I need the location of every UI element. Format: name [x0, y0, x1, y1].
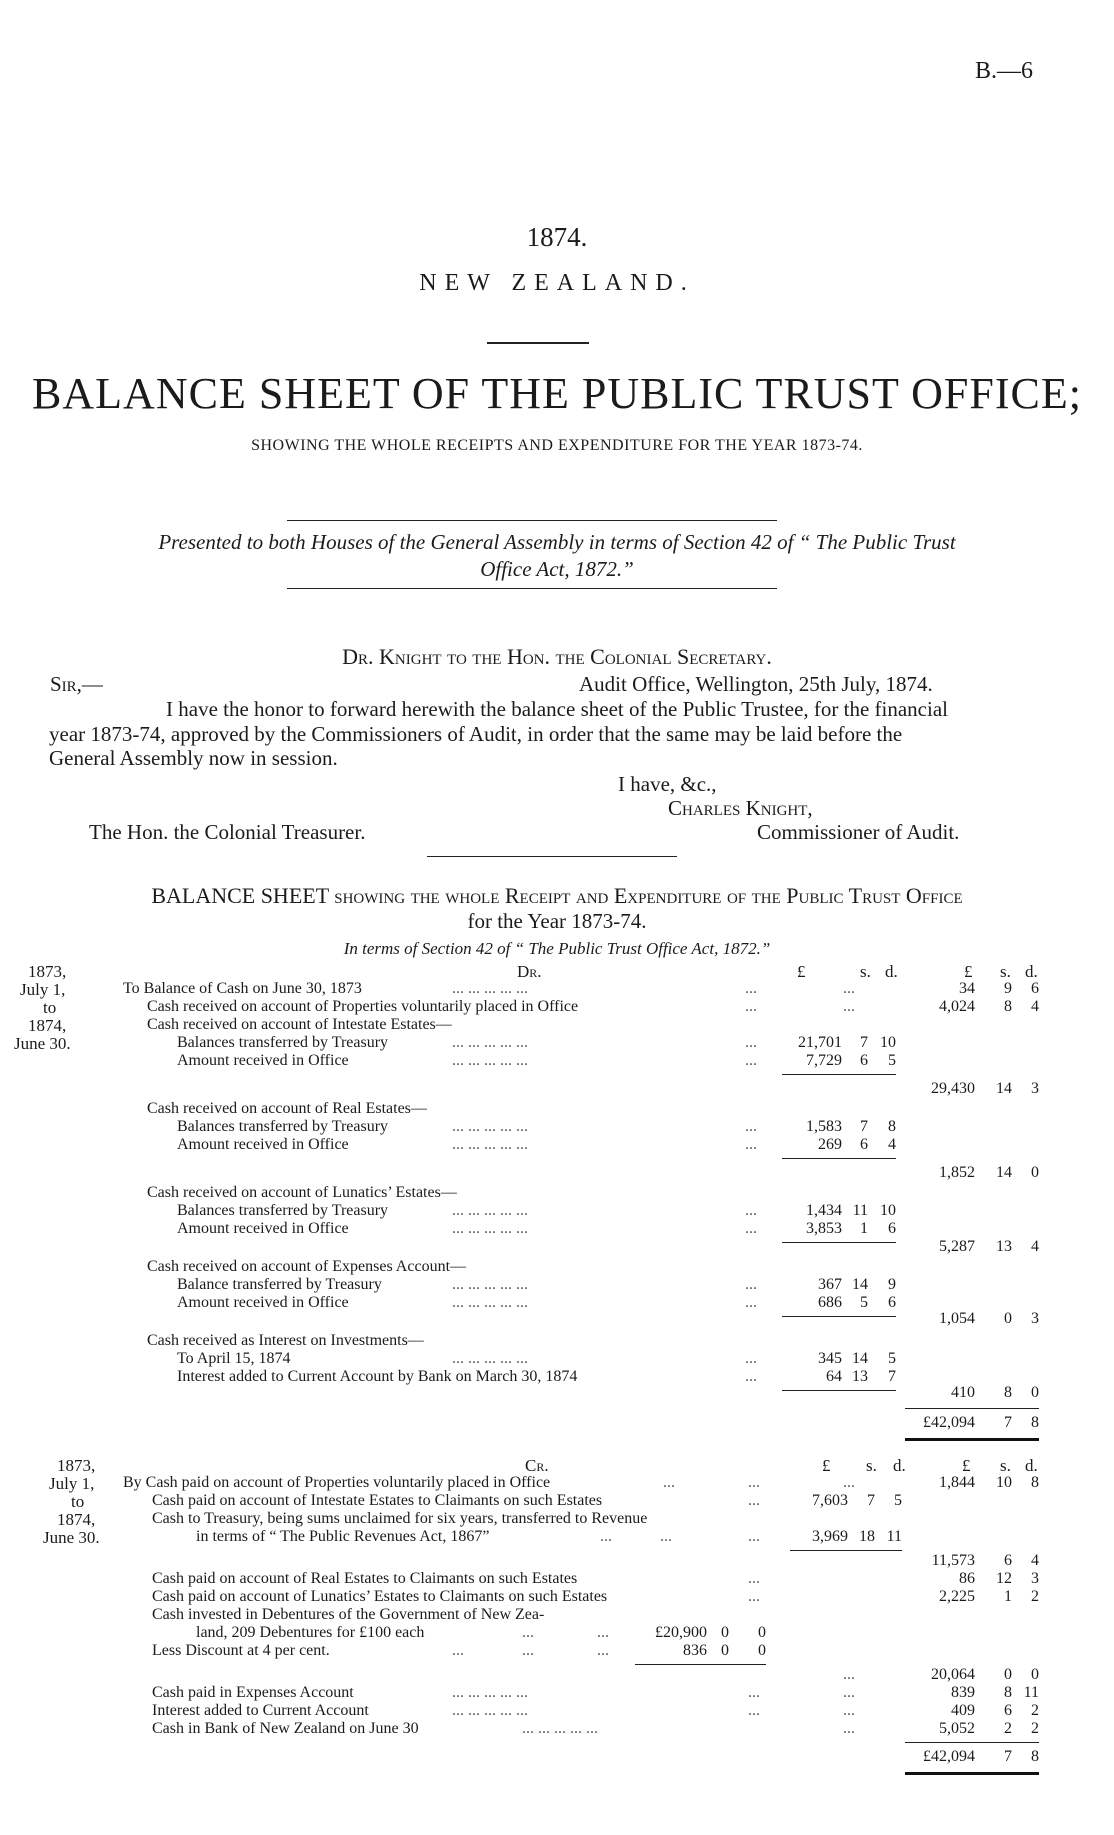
cr-leader-dots: ...: [843, 1474, 855, 1491]
dr-row-text: Cash received on account of Intestate Estates—: [147, 1016, 452, 1033]
dr-pence: 0: [1031, 1384, 1039, 1401]
cr-pence: 8: [1031, 1474, 1039, 1491]
dr-pence: 0: [1031, 1164, 1039, 1181]
cr-row-text: Cash to Treasury, being sums unclaimed for six years, transferred to Revenue: [152, 1510, 648, 1527]
cr-leader-dots: ...: [452, 1642, 464, 1659]
year-heading: 1874.: [526, 222, 588, 252]
dr-shillings: 6: [860, 1052, 868, 1069]
salutation: Sir,—: [50, 672, 103, 696]
cr-shillings: 0: [721, 1624, 729, 1641]
cr-pound-header-2: £: [962, 1456, 971, 1475]
cr-shillings: 0: [721, 1642, 729, 1659]
cr-pence: 2: [1031, 1702, 1039, 1719]
dr-row-text: Cash received on account of Real Estates—: [147, 1100, 427, 1117]
dr-pence: 4: [888, 1136, 896, 1153]
cr-leader-dots: ... ... ... ... ...: [452, 1702, 528, 1719]
dr-leader-dots: ...: [745, 998, 757, 1015]
cr-grand-total-shillings: 7: [1004, 1748, 1012, 1765]
dr-leader-dots: ...: [745, 1276, 757, 1293]
cr-row-text: Cash paid on account of Real Estates to Claimants on such Estates: [152, 1570, 578, 1587]
cr-pence: 2: [1031, 1588, 1039, 1605]
dr-row-text: Interest added to Current Account by Bank on March 30, 1874: [177, 1368, 578, 1385]
cr-leader-dots: ...: [597, 1624, 609, 1641]
cr-pounds: 836: [683, 1642, 707, 1659]
dr-pounds: 345: [818, 1350, 842, 1367]
dr-pence: 10: [880, 1034, 896, 1051]
dr-pounds: 29,430: [931, 1080, 975, 1097]
subtotal-rule: [782, 1158, 896, 1159]
dr-pence: 5: [888, 1350, 896, 1367]
dr-pounds: 34: [959, 980, 975, 997]
cr-pence: 3: [1031, 1570, 1039, 1587]
dr-pence-header-2: d.: [1025, 962, 1038, 981]
cr-grand-total-pounds: £42,094: [923, 1748, 975, 1765]
dr-shillings: 14: [852, 1276, 868, 1293]
dr-leader-dots: ...: [745, 1136, 757, 1153]
cr-pounds: 7,603: [812, 1492, 848, 1509]
dr-shillings: 14: [852, 1350, 868, 1367]
dr-grand-total-pounds: £42,094: [923, 1414, 975, 1431]
dr-leader-dots: ... ... ... ... ...: [452, 1034, 528, 1051]
signatory-title: Commissioner of Audit.: [757, 820, 960, 844]
cr-pence-header-1: d.: [893, 1456, 906, 1475]
dr-row-text: Amount received in Office: [177, 1294, 349, 1311]
cr-date-2: July 1,: [49, 1474, 95, 1493]
dr-leader-dots: ...: [745, 1350, 757, 1367]
dr-leader-dots: ...: [745, 1034, 757, 1051]
cr-leader-dots: ...: [748, 1588, 760, 1605]
dr-leader-dots: ...: [745, 1202, 757, 1219]
cr-pounds: 5,052: [939, 1720, 975, 1737]
dr-pence: 3: [1031, 1310, 1039, 1327]
cr-leader-dots: ...: [600, 1528, 612, 1545]
dr-pounds: 7,729: [806, 1052, 842, 1069]
cr-leader-dots: ... ... ... ... ...: [522, 1720, 598, 1737]
letter-body-1: I have the honor to forward herewith the balance sheet of the Public Trustee, for the financial: [166, 697, 948, 721]
dr-pence: 7: [888, 1368, 896, 1385]
dr-shillings: 6: [860, 1136, 868, 1153]
dr-leader-dots: ...: [745, 1118, 757, 1135]
total-double-rule: [905, 1438, 1039, 1441]
presented-line-1: Presented to both Houses of the General Assembly in terms of Section 42 of “ The Public Trust: [158, 530, 956, 554]
cr-date-3: to: [71, 1492, 85, 1511]
addressee: The Hon. the Colonial Treasurer.: [89, 820, 366, 844]
cr-leader-dots: ...: [660, 1528, 672, 1545]
document-code: B.—6: [975, 58, 1034, 84]
dr-pounds: 5,287: [939, 1238, 975, 1255]
cr-pounds: 1,844: [939, 1474, 975, 1491]
subtotal-rule: [782, 1316, 896, 1317]
cr-leader-dots: ...: [748, 1570, 760, 1587]
cr-shillings: 6: [1004, 1702, 1012, 1719]
dr-row-text: Cash received on account of Lunatics’ Estates—: [147, 1184, 457, 1201]
cr-row-text: Interest added to Current Account: [152, 1702, 369, 1719]
dr-shillings: 8: [1004, 1384, 1012, 1401]
dr-shillings: 1: [860, 1220, 868, 1237]
dr-shilling-header-1: s.: [860, 962, 871, 981]
dr-shillings: 11: [852, 1202, 868, 1219]
dr-leader-dots: ...: [745, 1220, 757, 1237]
dr-row-text: Balances transferred by Treasury: [177, 1034, 389, 1051]
dr-shillings: 7: [860, 1118, 868, 1135]
cr-leader-dots: ...: [748, 1474, 760, 1491]
cr-shillings: 0: [1004, 1666, 1012, 1683]
dr-pounds: 1,054: [939, 1310, 975, 1327]
subtotal-rule: [782, 1242, 896, 1243]
cr-pound-header-1: £: [822, 1456, 831, 1475]
dr-leader-dots: ... ... ... ... ...: [452, 1294, 528, 1311]
dr-shillings: 13: [996, 1238, 1012, 1255]
dr-row-text: Cash received as Interest on Investments—: [147, 1332, 424, 1349]
dr-shillings: 14: [996, 1080, 1012, 1097]
dr-pence: 10: [880, 1202, 896, 1219]
dr-pounds: 3,853: [806, 1220, 842, 1237]
total-double-rule: [905, 1772, 1039, 1775]
dr-leader-dots: ...: [843, 998, 855, 1015]
dr-leader-dots: ...: [843, 980, 855, 997]
dr-row-text: Amount received in Office: [177, 1220, 349, 1237]
dr-row-text: Amount received in Office: [177, 1136, 349, 1153]
dr-shillings: 5: [860, 1294, 868, 1311]
sheet-heading-1: BALANCE SHEET showing the whole Receipt and Expenditure of the Public Trust Office: [151, 883, 963, 908]
presented-line-2: Office Act, 1872.”: [480, 557, 634, 581]
cr-pounds: 839: [951, 1684, 975, 1701]
dr-pence: 4: [1031, 998, 1039, 1015]
cr-row-text: Cash paid in Expenses Account: [152, 1684, 354, 1701]
cr-leader-dots: ...: [843, 1666, 855, 1683]
header-rule: [487, 342, 589, 344]
subtotal-rule: [782, 1390, 896, 1391]
cr-pounds: 20,064: [931, 1666, 975, 1683]
cr-leader-dots: ...: [663, 1474, 675, 1491]
dr-leader-dots: ... ... ... ... ...: [452, 1118, 528, 1135]
dr-pence: 4: [1031, 1238, 1039, 1255]
cr-row-text: By Cash paid on account of Properties voluntarily placed in Office: [123, 1474, 551, 1491]
total-rule: [905, 1742, 1039, 1743]
cr-leader-dots: ...: [748, 1492, 760, 1509]
cr-pounds: 86: [959, 1570, 975, 1587]
dr-pence: 9: [888, 1276, 896, 1293]
cr-row-text: Less Discount at 4 per cent.: [152, 1642, 330, 1659]
cr-pence: 0: [1031, 1666, 1039, 1683]
cr-row-text: Cash paid on account of Lunatics’ Estates to Claimants on such Estates: [152, 1588, 608, 1605]
dr-row-text: Cash received on account of Expenses Account—: [147, 1258, 467, 1275]
cr-date-5: June 30.: [43, 1528, 100, 1547]
cr-pence: 2: [1031, 1720, 1039, 1737]
cr-shilling-header-2: s.: [1000, 1456, 1011, 1475]
dr-leader-dots: ...: [745, 1294, 757, 1311]
dr-shillings: 8: [1004, 998, 1012, 1015]
dr-row-text: To Balance of Cash on June 30, 1873: [123, 980, 362, 997]
cr-shillings: 8: [1004, 1684, 1012, 1701]
cr-row-text: Cash paid on account of Intestate Estates to Claimants on such Estates: [152, 1492, 603, 1509]
presented-rule-top: [287, 520, 777, 521]
dr-row-text: Cash received on account of Properties voluntarily placed in Office: [147, 998, 579, 1015]
dr-leader-dots: ... ... ... ... ...: [452, 1202, 528, 1219]
dr-leader-dots: ... ... ... ... ...: [452, 1052, 528, 1069]
dr-leader-dots: ...: [745, 1368, 757, 1385]
dr-shillings: 14: [996, 1164, 1012, 1181]
dr-date-1: 1873,: [28, 962, 67, 981]
cr-pence: 11: [886, 1528, 902, 1545]
dr-shilling-header-2: s.: [1000, 962, 1011, 981]
subtotal-rule: [635, 1664, 766, 1665]
sheet-heading-2: for the Year 1873-74.: [467, 909, 647, 933]
dr-leader-dots: ... ... ... ... ...: [452, 1220, 528, 1237]
cr-row-text: land, 209 Debentures for £100 each: [196, 1624, 425, 1641]
cr-leader-dots: ... ... ... ... ...: [452, 1684, 528, 1701]
dr-pounds: 1,434: [806, 1202, 842, 1219]
letter-heading: Dr. Knight to the Hon. the Colonial Secretary.: [342, 644, 772, 669]
cr-pence-header-2: d.: [1025, 1456, 1038, 1475]
cr-pounds: £20,900: [655, 1624, 707, 1641]
dr-pounds: 410: [951, 1384, 975, 1401]
dr-pounds: 64: [826, 1368, 842, 1385]
cr-pence: 0: [758, 1642, 766, 1659]
cr-leader-dots: ...: [843, 1720, 855, 1737]
dr-pounds: 686: [818, 1294, 842, 1311]
total-rule: [905, 1408, 1039, 1409]
dr-row-text: Amount received in Office: [177, 1052, 349, 1069]
dr-pence: 6: [888, 1294, 896, 1311]
cr-pounds: 3,969: [812, 1528, 848, 1545]
cr-pounds: 11,573: [931, 1552, 975, 1569]
cr-pounds: 409: [951, 1702, 975, 1719]
cr-shillings: 6: [1004, 1552, 1012, 1569]
dr-pounds: 269: [818, 1136, 842, 1153]
cr-grand-total-pence: 8: [1031, 1748, 1039, 1765]
cr-shillings: 12: [996, 1570, 1012, 1587]
cr-shillings: 7: [867, 1492, 875, 1509]
dr-pounds: 1,852: [939, 1164, 975, 1181]
main-title: BALANCE SHEET OF THE PUBLIC TRUST OFFICE;: [32, 369, 1082, 418]
cr-shillings: 18: [859, 1528, 875, 1545]
dr-row-text: Balances transferred by Treasury: [177, 1202, 389, 1219]
cr-shillings: 1: [1004, 1588, 1012, 1605]
cr-leader-dots: ...: [843, 1684, 855, 1701]
dr-pence-header-1: d.: [885, 962, 898, 981]
dr-pound-header-1: £: [797, 962, 806, 981]
dr-pence: 6: [888, 1220, 896, 1237]
dr-pounds: 21,701: [798, 1034, 842, 1051]
cr-row-text: in terms of “ The Public Revenues Act, 1867”: [196, 1528, 490, 1545]
dr-leader-dots: ...: [745, 1052, 757, 1069]
place-date: Audit Office, Wellington, 25th July, 1874.: [579, 672, 933, 696]
cr-shillings: 2: [1004, 1720, 1012, 1737]
cr-leader-dots: ...: [748, 1702, 760, 1719]
cr-leader-dots: ...: [522, 1624, 534, 1641]
subtotal-rule: [790, 1550, 902, 1551]
subtotal-rule: [782, 1074, 896, 1075]
letter-body-3: General Assembly now in session.: [49, 746, 338, 770]
dr-grand-total-pence: 8: [1031, 1414, 1039, 1431]
dr-pound-header-2: £: [964, 962, 973, 981]
cr-pence: 0: [758, 1624, 766, 1641]
dr-shillings: 0: [1004, 1310, 1012, 1327]
cr-leader-dots: ...: [748, 1528, 760, 1545]
dr-pence: 8: [888, 1118, 896, 1135]
presented-rule-bottom: [287, 588, 777, 589]
cr-leader-dots: ...: [597, 1642, 609, 1659]
cr-date-4: 1874,: [57, 1510, 96, 1529]
dr-pounds: 1,583: [806, 1118, 842, 1135]
cr-pounds: 2,225: [939, 1588, 975, 1605]
signatory: Charles Knight,: [668, 796, 813, 820]
dr-leader-dots: ... ... ... ... ...: [452, 1136, 528, 1153]
subtitle: SHOWING THE WHOLE RECEIPTS AND EXPENDITURE FOR THE YEAR 1873-74.: [251, 437, 863, 454]
country-heading: NEW ZEALAND.: [419, 270, 695, 296]
dr-pounds: 4,024: [939, 998, 975, 1015]
cr-row-text: Cash invested in Debentures of the Government of New Zea-: [152, 1606, 545, 1623]
dr-date-3: to: [43, 998, 57, 1017]
dr-date-2: July 1,: [20, 980, 66, 999]
cr-leader-dots: ...: [843, 1702, 855, 1719]
dr-shillings: 9: [1004, 980, 1012, 997]
dr-pence: 5: [888, 1052, 896, 1069]
cr-leader-dots: ...: [522, 1642, 534, 1659]
cr-shillings: 10: [996, 1474, 1012, 1491]
dr-date-5: June 30.: [14, 1034, 71, 1053]
dr-leader-dots: ... ... ... ... ...: [452, 1350, 528, 1367]
dr-pence: 6: [1031, 980, 1039, 997]
dr-shillings: 13: [852, 1368, 868, 1385]
dr-date-4: 1874,: [28, 1016, 67, 1035]
dr-pence: 3: [1031, 1080, 1039, 1097]
dr-row-text: Balance transferred by Treasury: [177, 1276, 382, 1293]
cr-pence: 5: [894, 1492, 902, 1509]
debit-label: Dr.: [517, 962, 542, 981]
dr-pounds: 367: [818, 1276, 842, 1293]
cr-leader-dots: ...: [748, 1684, 760, 1701]
cr-pence: 4: [1031, 1552, 1039, 1569]
letter-body-2: year 1873-74, approved by the Commissioners of Audit, in order that the same may be laid before the: [49, 722, 903, 746]
dr-row-text: To April 15, 1874: [177, 1350, 291, 1367]
dr-row-text: Balances transferred by Treasury: [177, 1118, 389, 1135]
letter-rule: [427, 856, 677, 857]
dr-leader-dots: ... ... ... ... ...: [452, 980, 528, 997]
cr-date-1: 1873,: [57, 1456, 96, 1475]
cr-row-text: Cash in Bank of New Zealand on June 30: [152, 1720, 419, 1737]
sheet-terms: In terms of Section 42 of “ The Public Trust Office Act, 1872.”: [343, 939, 771, 958]
credit-label: Cr.: [525, 1456, 549, 1475]
cr-shilling-header-1: s.: [866, 1456, 877, 1475]
letter-closing: I have, &c.,: [618, 772, 717, 796]
dr-leader-dots: ...: [745, 980, 757, 997]
cr-pence: 11: [1023, 1684, 1039, 1701]
dr-shillings: 7: [860, 1034, 868, 1051]
dr-leader-dots: ... ... ... ... ...: [452, 1276, 528, 1293]
dr-grand-total-shillings: 7: [1004, 1414, 1012, 1431]
